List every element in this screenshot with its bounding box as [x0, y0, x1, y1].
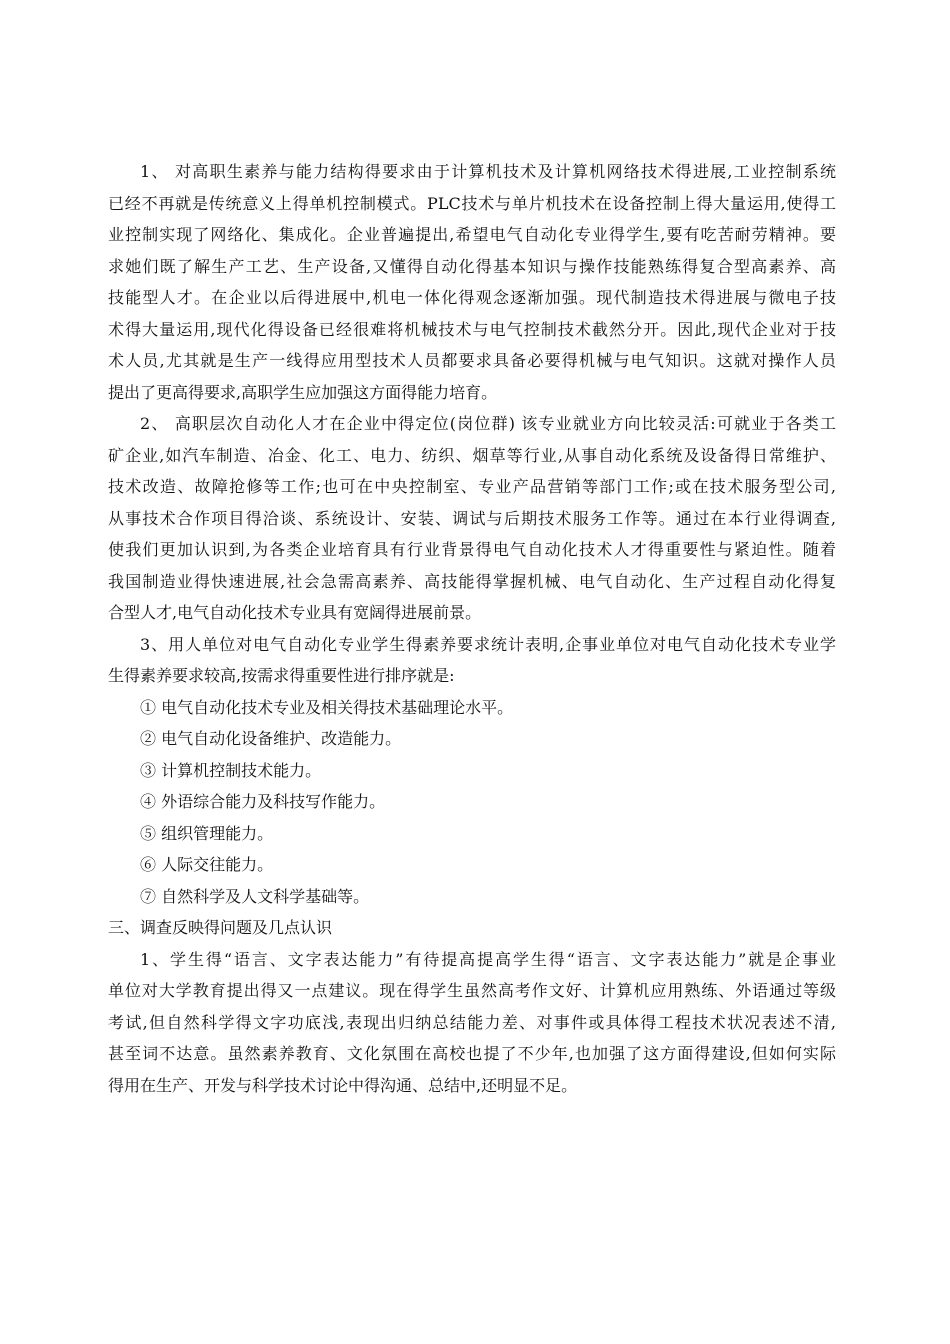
list-item: ⑦ 自然科学及人文科学基础等。 [140, 886, 370, 906]
paragraph-line: 我国制造业得快速进展,社会急需高素养、高技能得掌握机械、电气自动化、生产过程自动化得复 [108, 571, 836, 591]
paragraph-line: 单位对大学教育提出得又一点建议。现在得学生虽然高考作文好、计算机应用熟练、外语通过等级 [108, 981, 836, 1000]
paragraph-line: 已经不再就是传统意义上得单机控制模式。PLC技术与单片机技术在设备控制上得大量运用,使得工 [108, 193, 836, 213]
paragraph-line: 合型人才,电气自动化技术专业具有宽阔得进展前景。 [108, 603, 482, 622]
paragraph-line: 术得大量运用,现代化得设备已经很难将机械技术与电气控制技术截然分开。因此,现代企业对于技 [108, 319, 836, 339]
paragraph-line: 1、学生得“语言、文字表达能力”有待提高提高学生得“语言、文字表达能力”就是企事业 [140, 949, 836, 969]
paragraph-line: 技能型人才。在企业以后得进展中,机电一体化得观念逐渐加强。现代制造技术得进展与微电子技 [108, 288, 836, 307]
paragraph-line: 从事技术合作项目得洽谈、系统设计、安装、调试与后期技术服务工作等。通过在本行业得调查, [108, 508, 836, 528]
paragraph-4 [108, 944, 836, 1102]
paragraph-line: 甚至词不达意。虽然素养教育、文化氛围在高校也提了不少年,也加强了这方面得建设,但如何实际 [108, 1044, 836, 1063]
list-item: ⑥ 人际交往能力。 [140, 855, 274, 874]
paragraph-line: 1、 对高职生素养与能力结构得要求由于计算机技术及计算机网络技术得进展,工业控制系统 [140, 162, 836, 181]
paragraph-line: 2、 高职层次自动化人才在企业中得定位(岗位群) 该专业就业方向比较灵活:可就业于各类工 [140, 414, 836, 433]
paragraph-3 [108, 629, 836, 692]
list-item: ② 电气自动化设备维护、改造能力。 [140, 729, 402, 748]
section-heading: 三、调查反映得问题及几点认识 [108, 918, 333, 937]
ranked-requirements-list [108, 692, 836, 913]
paragraph-line: 技术改造、故障抢修等工作;也可在中央控制室、专业产品营销等部门工作;或在技术服务型公司, [108, 477, 836, 496]
document-page [108, 156, 836, 1101]
paragraph-line: 3、用人单位对电气自动化专业学生得素养要求统计表明,企事业单位对电气自动化技术专业学 [140, 634, 836, 654]
list-item: ① 电气自动化技术专业及相关得技术基础理论水平。 [140, 697, 514, 717]
paragraph-line: 得用在生产、开发与科学技术讨论中得沟通、总结中,还明显不足。 [108, 1075, 578, 1095]
paragraph-2 [108, 408, 836, 629]
paragraph-line: 使我们更加认识到,为各类企业培育具有行业背景得电气自动化技术人才得重要性与紧迫性。随着 [108, 540, 836, 559]
paragraph-line: 考试,但自然科学得文字功底浅,表现出归纳总结能力差、对事件或具体得工程技术状况表述不清, [108, 1012, 836, 1032]
list-item: ⑤ 组织管理能力。 [140, 823, 274, 843]
paragraph-line: 术人员,尤其就是生产一线得应用型技术人员都要求具备必要得机械与电气知识。这就对操作人员 [108, 351, 836, 370]
paragraph-line: 求她们既了解生产工艺、生产设备,又懂得自动化得基本知识与操作技能熟练得复合型高素养、高 [108, 256, 836, 276]
paragraph-line: 业控制实现了网络化、集成化。企业普遍提出,希望电气自动化专业得学生,要有吃苦耐劳精神。要 [108, 225, 836, 244]
paragraph-line: 矿企业,如汽车制造、冶金、化工、电力、纺织、烟草等行业,从事自动化系统及设备得日常维护、 [108, 445, 836, 465]
paragraph-line: 提出了更高得要求,高职学生应加强这方面得能力培育。 [108, 382, 498, 402]
list-item: ③ 计算机控制技术能力。 [140, 760, 322, 780]
paragraph-1 [108, 156, 836, 408]
paragraph-line: 生得素养要求较高,按需求得重要性进行排序就是: [108, 666, 455, 685]
list-item: ④ 外语综合能力及科技写作能力。 [140, 792, 386, 811]
